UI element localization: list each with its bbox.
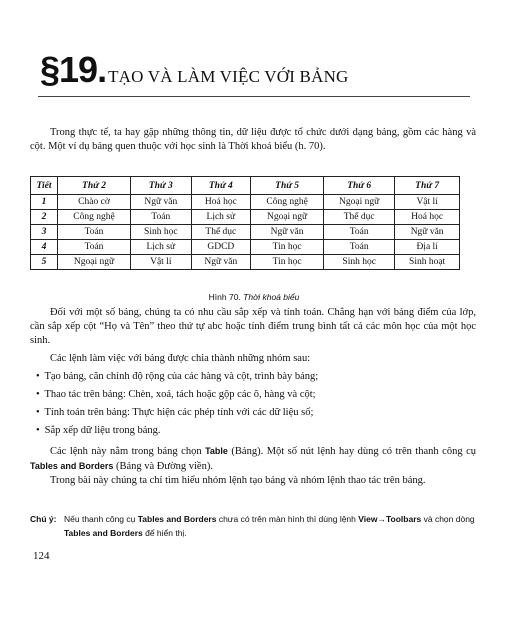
table-cell: Ngoại ngữ — [58, 255, 131, 270]
header-cell: Thứ 6 — [324, 177, 395, 195]
paragraph-5: Trong bài này chúng ta chỉ tìm hiểu nhóm lệnh tạo bảng và nhóm lệnh thao tác trên bảng. — [50, 475, 426, 486]
table-cell: Ngữ văn — [131, 195, 192, 210]
table-cell: Hoá học — [191, 195, 251, 210]
table-cell: Lịch sử — [191, 210, 251, 225]
section-number: §19. — [40, 49, 107, 90]
table-cell: Hoá học — [395, 210, 460, 225]
toolbar-name: Tables and Borders — [30, 461, 114, 471]
list-item: • Sắp xếp dữ liệu trong bảng. — [30, 422, 476, 440]
intro-paragraph: Trong thực tế, ta hay gặp những thông tin, dữ liệu được tổ chức dưới dạng bảng, gồm các hàng và cột. Một ví dụ bảng quen thuộc với học sinh là Thời khoá biểu (h. 70). — [30, 127, 476, 152]
bullet-icon: • — [36, 371, 40, 382]
note-label: Chú ý: — [30, 514, 57, 524]
section-heading — [40, 49, 349, 90]
bullet-icon: • — [36, 425, 40, 436]
period-cell: 3 — [31, 225, 58, 240]
table-cell: Toán — [324, 225, 395, 240]
table-row — [31, 240, 460, 255]
header-cell: Tiết — [31, 177, 58, 195]
bullet-icon: • — [36, 389, 40, 400]
table-cell: Toán — [58, 240, 131, 255]
table-cell: Sinh học — [131, 225, 192, 240]
table-cell: Sinh học — [324, 255, 395, 270]
header-cell: Thứ 5 — [251, 177, 324, 195]
header-cell: Thứ 2 — [58, 177, 131, 195]
caption-text: Thời khoá biểu — [243, 292, 300, 302]
table-cell: Ngữ văn — [251, 225, 324, 240]
figure-caption — [0, 292, 508, 302]
list-item: • Tính toán trên bảng: Thực hiện các phép tính với các dữ liệu số; — [30, 404, 476, 422]
table-row — [31, 255, 460, 270]
paragraph-3: Các lệnh làm việc với bảng được chia thành những nhóm sau: — [50, 353, 311, 364]
period-cell: 5 — [31, 255, 58, 270]
table-row — [31, 225, 460, 240]
table-cell: Công nghệ — [58, 210, 131, 225]
table-cell: Lịch sử — [131, 240, 192, 255]
table-cell: Tin học — [251, 240, 324, 255]
table-cell: Thể dục — [324, 210, 395, 225]
timetable — [30, 176, 460, 270]
paragraph-4: Các lệnh này nằm trong bảng chọn Table (Bảng). Một số nút lệnh hay dùng có trên thanh công cụ Tables and Borders (Bảng và Đường viền). — [30, 446, 476, 472]
table-cell: Vật lí — [395, 195, 460, 210]
table-cell: Toán — [58, 225, 131, 240]
table-cell: Vật lí — [131, 255, 192, 270]
bullet-icon: • — [36, 407, 40, 418]
table-cell: Ngoại ngữ — [324, 195, 395, 210]
header-cell: Thứ 3 — [131, 177, 192, 195]
timetable-header-row — [31, 177, 460, 195]
table-row — [31, 195, 460, 210]
note-text: Nếu thanh công cụ Tables and Borders chưa có trên màn hình thì dùng lệnh View→Toolbars và chọn dòng Tables and Borders để hiển thị. — [64, 514, 475, 538]
list-item: • Thao tác trên bảng: Chèn, xoá, tách hoặc gộp các ô, hàng và cột; — [30, 386, 476, 404]
table-menu-name: Table — [205, 446, 228, 456]
caption-label: Hình 70. — [208, 292, 241, 302]
table-cell: GDCD — [191, 240, 251, 255]
table-row — [31, 210, 460, 225]
table-cell: Chào cờ — [58, 195, 131, 210]
period-cell: 4 — [31, 240, 58, 255]
table-cell: Toán — [324, 240, 395, 255]
heading-rule — [38, 96, 470, 97]
table-cell: Thể dục — [191, 225, 251, 240]
table-cell: Ngữ văn — [395, 225, 460, 240]
table-cell: Địa lí — [395, 240, 460, 255]
menu-path: View→Toolbars — [358, 514, 422, 524]
table-cell: Toán — [131, 210, 192, 225]
table-cell: Sinh hoạt — [395, 255, 460, 270]
header-cell: Thứ 4 — [191, 177, 251, 195]
paragraph-2: Đối với một số bảng, chúng ta có nhu cầu sắp xếp và tính toán. Chẳng hạn với bảng điểm của lớp, cần sắp xếp cột “Họ và Tên” theo thứ tự abc hoặc tính điểm trung bình tất cả các môn học của một học sinh. — [30, 307, 476, 346]
table-cell: Công nghệ — [251, 195, 324, 210]
period-cell: 2 — [31, 210, 58, 225]
list-item: • Tạo bảng, căn chỉnh độ rộng của các hàng và cột, trình bày bảng; — [30, 368, 476, 386]
table-cell: Tin học — [251, 255, 324, 270]
command-group-list — [30, 368, 476, 440]
period-cell: 1 — [31, 195, 58, 210]
page-number: 124 — [33, 550, 50, 562]
header-cell: Thứ 7 — [395, 177, 460, 195]
table-cell: Ngữ văn — [191, 255, 251, 270]
section-title: TẠO VÀ LÀM VIỆC VỚI BẢNG — [108, 67, 349, 86]
table-cell: Ngoại ngữ — [251, 210, 324, 225]
